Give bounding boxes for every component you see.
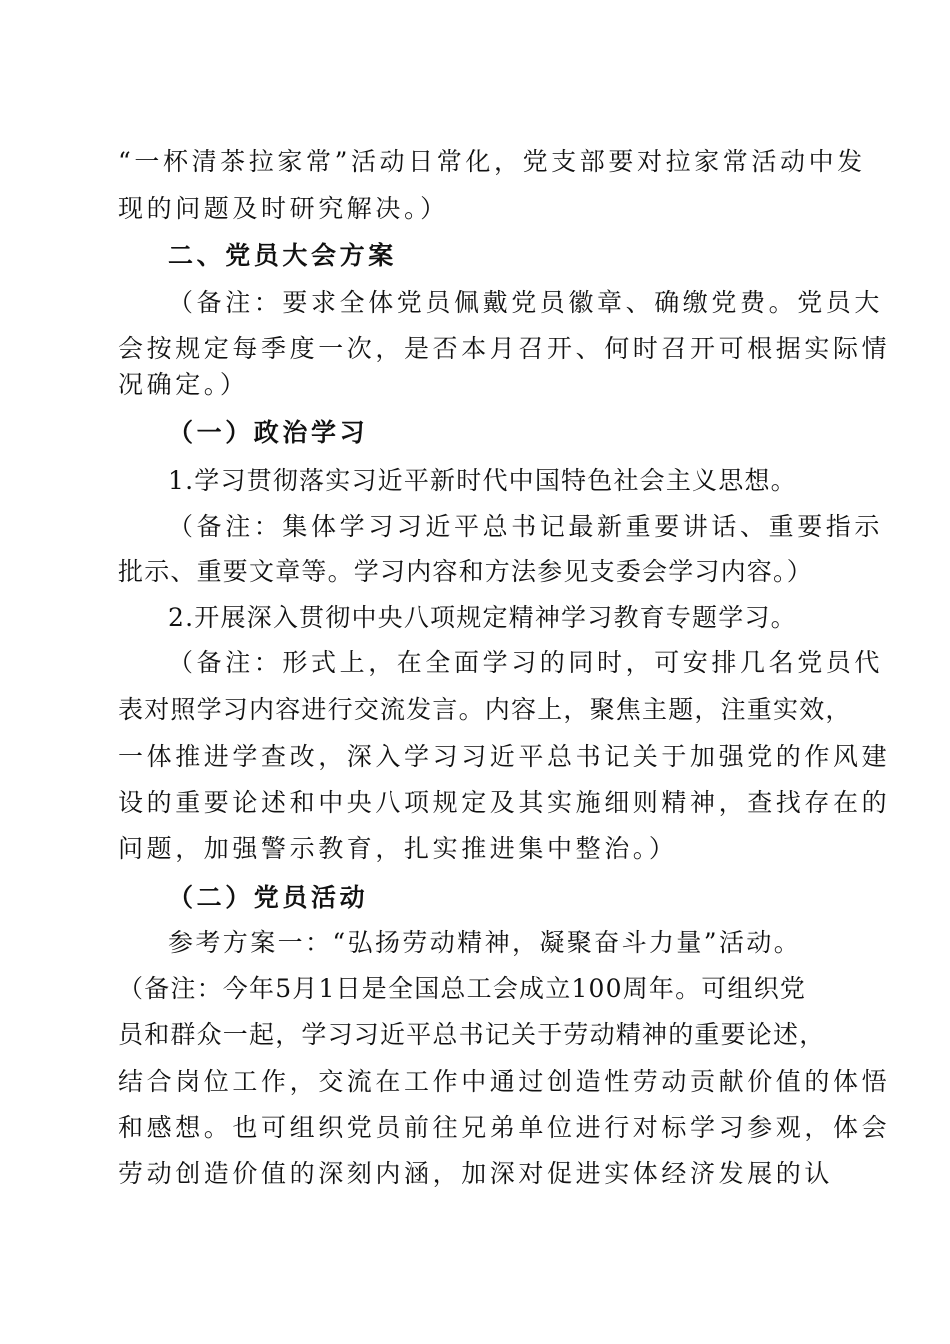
note-text-line: 劳动创造价值的深刻内涵，加深对促进实体经济发展的认 [118,1159,834,1188]
body-text-line: 现的问题及时研究解决。） [118,194,449,223]
note-text-line: 员和群众一起，学习习近平总书记关于劳动精神的重要论述， [118,1020,826,1049]
body-text-line: “一杯清茶拉家常”活动日常化，党支部要对拉家常活动中发 [118,147,866,176]
subsection-heading: （二）党员活动 [168,883,369,912]
subsection-heading: （一）政治学习 [168,418,369,447]
note-text-line: 结合岗位工作，交流在工作中通过创造性劳动贡献价值的体悟 [118,1067,891,1096]
note-text-line: 批示、重要文章等。学习内容和方法参见支委会学习内容。） [118,557,813,586]
note-text-line: 和感想。也可组织党员前往兄弟单位进行对标学习参观，体会 [118,1113,891,1142]
note-text-line: 会按规定每季度一次，是否本月召开、何时召开可根据实际情 [118,334,891,363]
section-heading: 二、党员大会方案 [168,241,397,270]
note-text-line: （备注：形式上，在全面学习的同时，可安排几名党员代 [168,648,884,677]
note-text-line: 况确定。） [118,370,249,399]
note-text-line: 设的重要论述和中央八项规定及其实施细则精神，查找存在的 [118,788,891,817]
note-text-line: 问题，加强警示教育，扎实推进集中整治。） [118,834,678,863]
note-text-line: （备注：集体学习习近平总书记最新重要讲话、重要指示 [168,512,884,541]
note-text-line: （备注：要求全体党员佩戴党员徽章、确缴党费。党员大 [168,288,884,317]
note-text-line: （备注：今年5月1日是全国总工会成立100周年。可组织党 [118,974,807,1003]
note-text-line: 一体推进学查改，深入学习习近平总书记关于加强党的作风建 [118,742,891,771]
body-text-line: 参考方案一：“弘扬劳动精神，凝聚奋斗力量”活动。 [168,928,802,957]
list-item: 1.学习贯彻落实习近平新时代中国特色社会主义思想。 [168,466,797,495]
note-text-line: 表对照学习内容进行交流发言。内容上，聚焦主题，注重实效， [118,695,852,724]
list-item: 2.开展深入贯彻中央八项规定精神学习教育专题学习。 [168,603,797,632]
